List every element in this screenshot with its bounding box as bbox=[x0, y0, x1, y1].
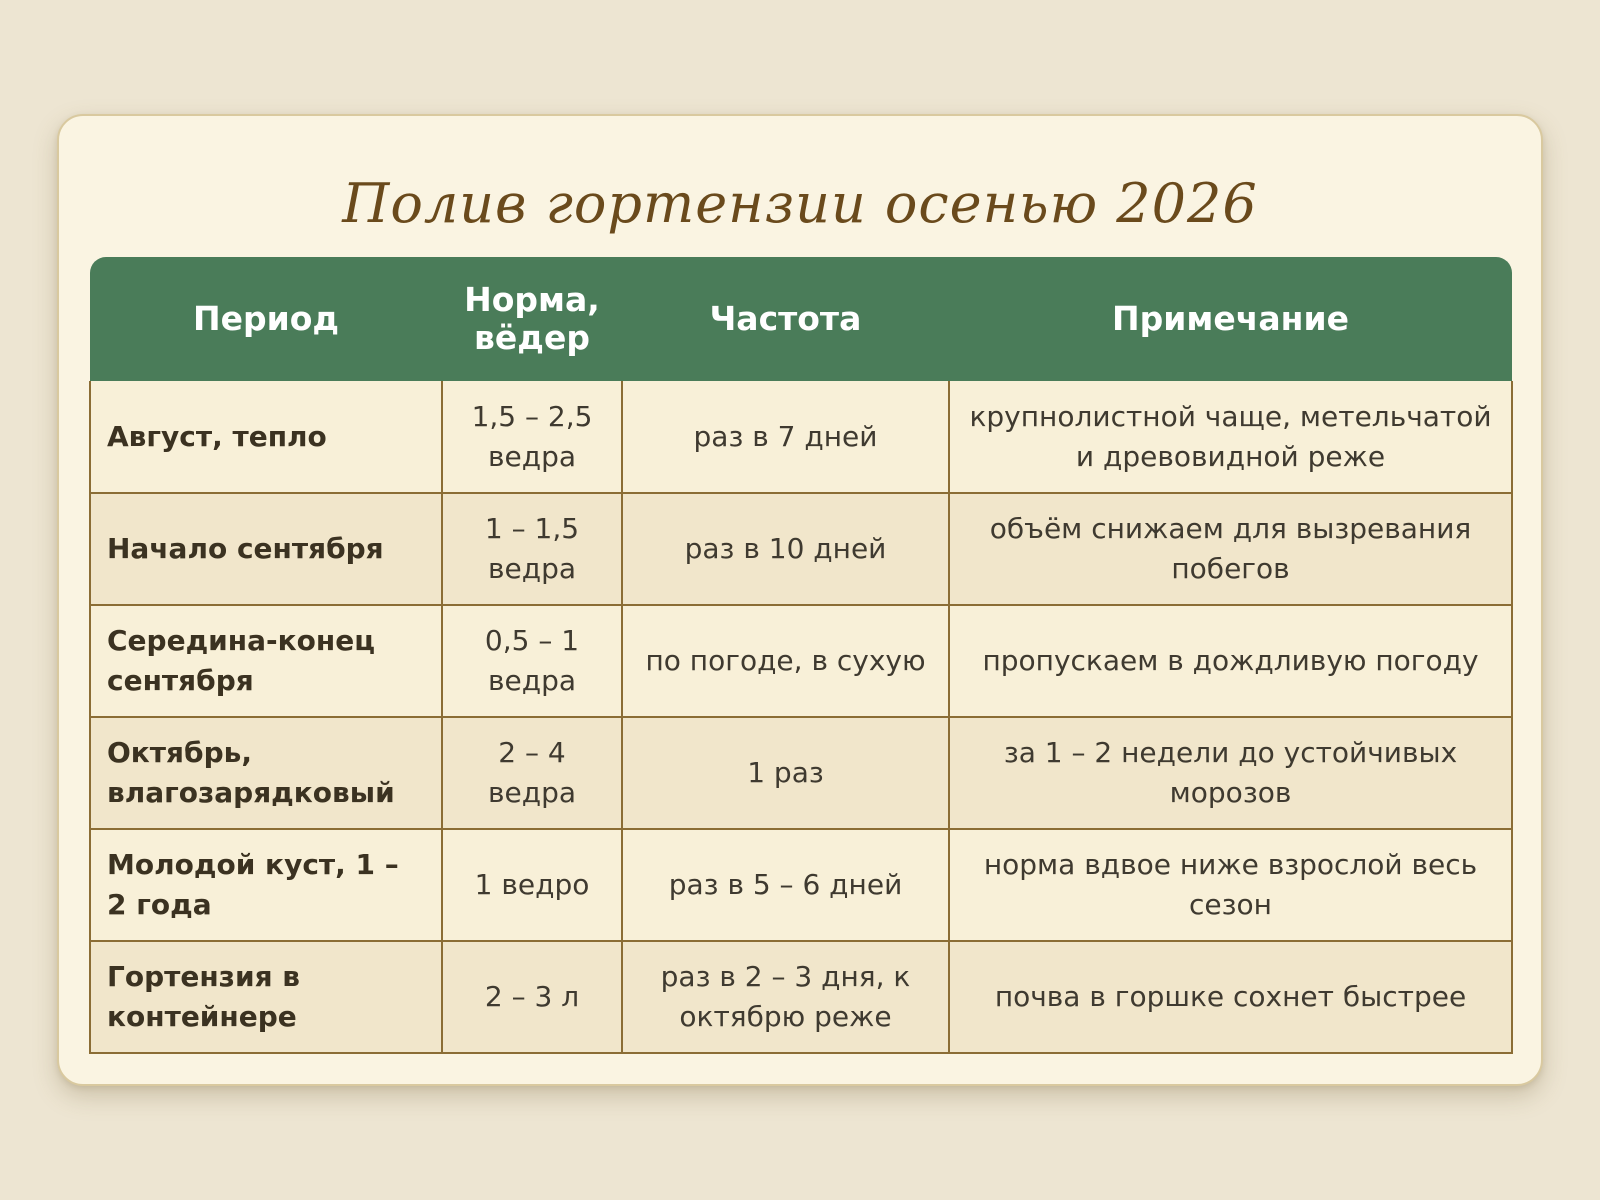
table-header-row bbox=[90, 257, 1512, 381]
cell-frequency: раз в 2 – 3 дня, к октябрю реже bbox=[622, 941, 949, 1053]
cell-note: почва в горшке сохнет быстрее bbox=[949, 941, 1512, 1053]
table-row bbox=[90, 717, 1512, 829]
cell-period: Октябрь, влагозарядковый bbox=[90, 717, 442, 829]
cell-note: объём снижаем для вызревания побегов bbox=[949, 493, 1512, 605]
watering-table bbox=[89, 257, 1513, 1054]
header-norm: Норма, вёдер bbox=[442, 257, 622, 381]
cell-norm: 1 ведро bbox=[442, 829, 622, 941]
page-title: Полив гортензии осенью 2026 bbox=[342, 172, 1258, 235]
cell-frequency: раз в 10 дней bbox=[622, 493, 949, 605]
table-row bbox=[90, 381, 1512, 493]
cell-note: за 1 – 2 недели до устойчивых морозов bbox=[949, 717, 1512, 829]
cell-frequency: по погоде, в сухую bbox=[622, 605, 949, 717]
cell-period: Гортензия в контейнере bbox=[90, 941, 442, 1053]
cell-note: норма вдвое ниже взрослой весь сезон bbox=[949, 829, 1512, 941]
cell-norm: 0,5 – 1 ведра bbox=[442, 605, 622, 717]
cell-frequency: раз в 5 – 6 дней bbox=[622, 829, 949, 941]
watering-table-container bbox=[89, 257, 1511, 1055]
cell-frequency: раз в 7 дней bbox=[622, 381, 949, 493]
cell-norm: 1 – 1,5 ведра bbox=[442, 493, 622, 605]
header-period: Период bbox=[90, 257, 442, 381]
cell-period: Середина-конец сентября bbox=[90, 605, 442, 717]
header-note: Примечание bbox=[949, 257, 1512, 381]
cell-frequency: 1 раз bbox=[622, 717, 949, 829]
cell-period: Молодой куст, 1 – 2 года bbox=[90, 829, 442, 941]
table-row bbox=[90, 829, 1512, 941]
cell-note: пропускаем в дождливую погоду bbox=[949, 605, 1512, 717]
table-row bbox=[90, 941, 1512, 1053]
cell-period: Август, тепло bbox=[90, 381, 442, 493]
table-row bbox=[90, 493, 1512, 605]
cell-norm: 2 – 4 ведра bbox=[442, 717, 622, 829]
cell-norm: 2 – 3 л bbox=[442, 941, 622, 1053]
cell-note: крупнолистной чаще, метельчатой и древовидной реже bbox=[949, 381, 1512, 493]
table-row bbox=[90, 605, 1512, 717]
cell-norm: 1,5 – 2,5 ведра bbox=[442, 381, 622, 493]
cell-period: Начало сентября bbox=[90, 493, 442, 605]
header-frequency: Частота bbox=[622, 257, 949, 381]
